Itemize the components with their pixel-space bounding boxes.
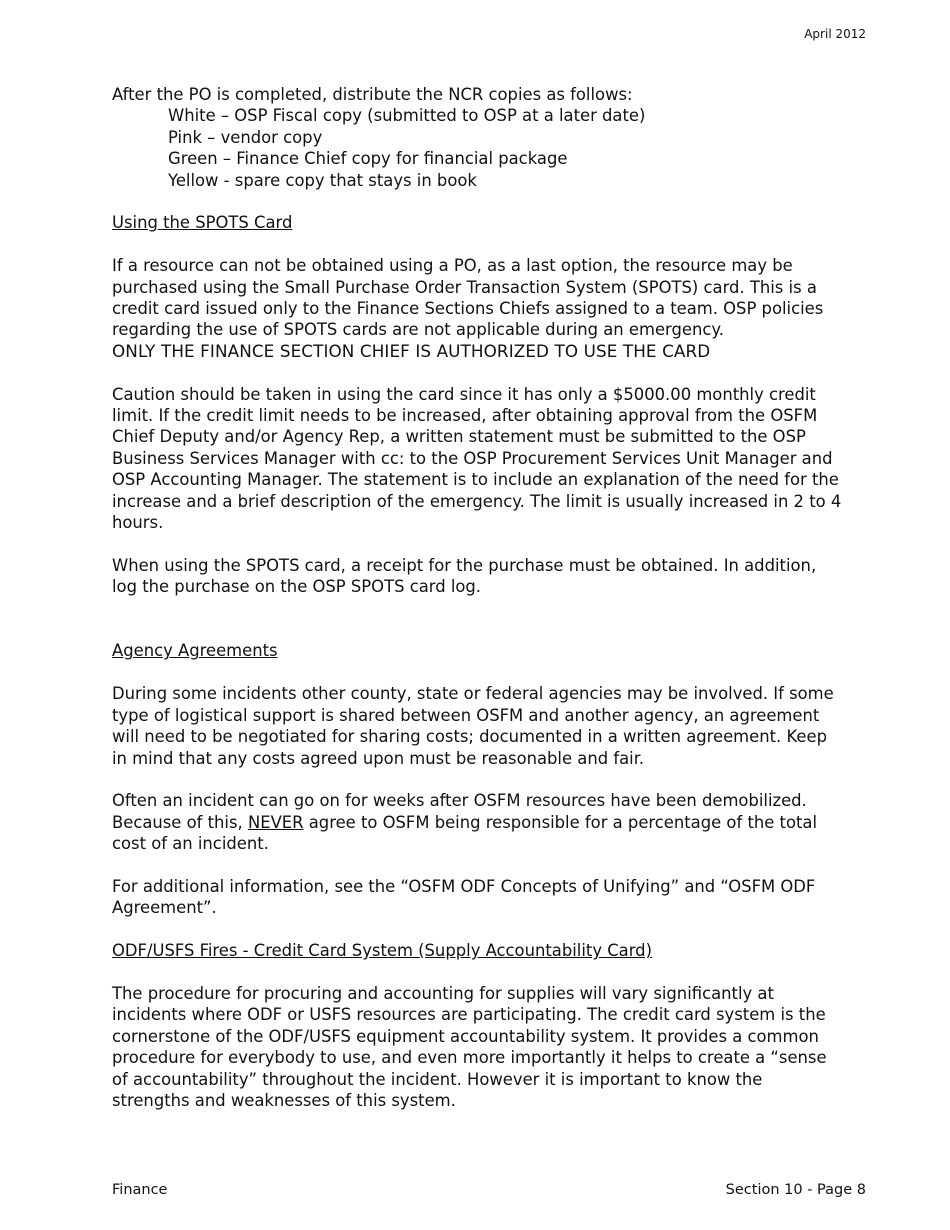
odf-paragraph-1: The procedure for procuring and accounting for supplies will vary significantly at incidents where ODF or USFS resources are participating. The credit card system is the cornerstone of the ODF/USFS equipment accountability system. It provides a common procedure for everybody to use, and even more importantly it helps to create a “sense of accountability” throughout the incident. However it is important to know the strengths and weaknesses of this system. <box>112 983 827 1110</box>
footer-section-name: Finance <box>112 1182 168 1198</box>
agency-paragraph-2-start: Often an incident can go on for weeks after OSFM resources have been demobilized. Because of this, <box>112 791 807 832</box>
agency-paragraph-3: For additional information, see the “OSFM ODF Concepts of Unifying” and “OSFM ODF Agreement”. <box>112 876 816 918</box>
agency-paragraph-1: During some incidents other county, state or federal agencies may be involved. If some type of logistical support is shared between OSFM and another agency, an agreement will need to be negotiated for sharing costs; documented in a written agreement. Keep in mind that any costs agreed upon must be reasonable and fair. <box>112 684 834 768</box>
document-body <box>112 84 842 1111</box>
odf-heading: ODF/USFS Fires - Credit Card System (Supply Accountability Card) <box>112 941 652 961</box>
distribution-item-white: White – OSP Fiscal copy (submitted to OSP at a later date) <box>168 106 646 126</box>
distribution-item-pink: Pink – vendor copy <box>168 127 323 147</box>
spots-heading: Using the SPOTS Card <box>112 213 293 233</box>
distribution-intro: After the PO is completed, distribute the NCR copies as follows: <box>112 85 633 104</box>
agency-paragraph-2-end: agree to OSFM being responsible for a percentage of the total cost of an incident. <box>112 812 818 854</box>
distribution-item-green: Green – Finance Chief copy for financial package <box>168 149 568 169</box>
distribution-item-yellow: Yellow - spare copy that stays in book <box>168 170 477 190</box>
agency-heading: Agency Agreements <box>112 641 278 661</box>
spots-paragraph-2: Caution should be taken in using the card since it has only a $5000.00 monthly credit limit. If the credit limit needs to be increased, after obtaining approval from the OSFM Chief Deputy and/or Agency Rep, a written statement must be submitted to the OSP Business Services Manager with cc: to the OSP Procurement Services Unit Manager and OSP Accounting Manager. The statement is to include an explanation of the need for the increase and a brief description of the emergency. The limit is usually increased in 2 to 4 hours. <box>112 384 842 533</box>
header-date: April 2012 <box>804 27 866 41</box>
agency-paragraph-2 <box>112 790 842 854</box>
never-emphasis: NEVER <box>247 812 304 832</box>
spots-authorized-notice: ONLY THE FINANCE SECTION CHIEF IS AUTHORIZED TO USE THE CARD <box>112 340 711 361</box>
spots-paragraph-1: If a resource can not be obtained using a PO, as a last option, the resource may be purchased using the Small Purchase Order Transaction System (SPOTS) card. This is a credit card issued only to the Finance Sections Chiefs assigned to a team. OSP policies regarding the use of SPOTS cards are not applicable during an emergency. <box>112 256 824 340</box>
footer-page-number: Section 10 - Page 8 <box>725 1182 866 1198</box>
spots-paragraph-3: When using the SPOTS card, a receipt for the purchase must be obtained. In addition, log the purchase on the OSP SPOTS card log. <box>112 555 817 597</box>
